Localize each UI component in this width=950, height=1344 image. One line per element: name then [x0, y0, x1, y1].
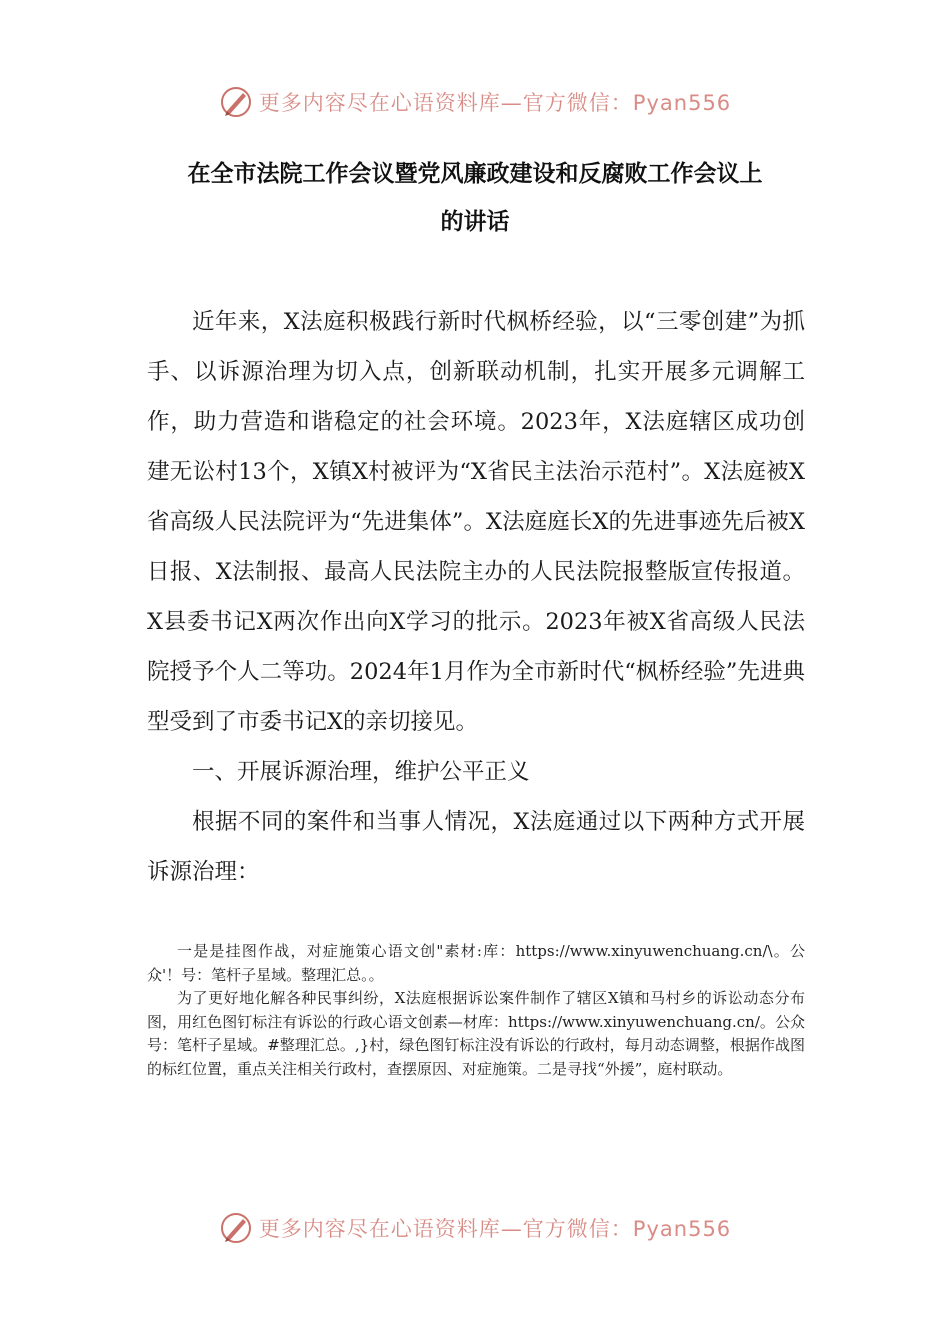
- header-banner: [0, 82, 950, 122]
- small-text-block: [147, 940, 805, 1081]
- title-line-2: 的讲话: [440, 208, 510, 235]
- section-heading: 一、开展诉源治理，维护公平正义: [192, 759, 530, 785]
- body-paragraph: 近年来，X法庭积极践行新时代枫桥经验，以“三零创建”为抓手、以诉源治理为切入点，创新联动机制，扎实开展多元调解工作，助力营造和谐稳定的社会环境。2023年，X法庭辖区成功创建无讼村13个，X镇X村被评为“X省民主法治示范村”。X法庭被X省高级人民法院评为“先进集体”。X法庭庭长X的先进事迹先后被X日报、X法制报、最高人民法院主办的人民法院报整版宣传报道。X县委书记X两次作出向X学习的批示。2023年被X省高级人民法院授予个人二等功。2024年1月作为全市新时代“枫桥经验”先进典型受到了市委书记X的亲切接见。: [147, 309, 805, 735]
- document-title: [145, 150, 805, 246]
- pen-logo-icon: [219, 1211, 253, 1245]
- footer-banner: [0, 1208, 950, 1248]
- small-paragraph: 一是是挂图作战，对症施策心语文创"素材:库：https://www.xinyuwenchuang.cn/\。公众'！号：笔杆子星域。整理汇总。。: [147, 942, 805, 984]
- small-paragraph: 为了更好地化解各种民事纠纷，X法庭根据诉讼案件制作了辖区X镇和马村乡的诉讼动态分布图，用红色图钉标注有诉讼的行政心语文创素—材库：https://www.xinyuwenchuang.cn/。公众号：笔杆子星域。#整理汇总。,}村，绿色图钉标注没有诉讼的行政村，每月动态调整，根据作战图的标红位置，重点关注相关行政村，查摆原因、对症施策。二是寻找“外援”，庭村联动。: [147, 989, 805, 1078]
- banner-text: 更多内容尽在心语资料库—官方微信：Pyan556: [258, 1217, 732, 1241]
- body-paragraph: 根据不同的案件和当事人情况，X法庭通过以下两种方式开展诉源治理：: [147, 809, 805, 885]
- document-body: [147, 297, 805, 897]
- banner-text: 更多内容尽在心语资料库—官方微信：Pyan556: [258, 91, 732, 115]
- title-line-1: 在全市法院工作会议暨党风廉政建设和反腐败工作会议上: [187, 160, 763, 187]
- pen-logo-icon: [219, 85, 253, 119]
